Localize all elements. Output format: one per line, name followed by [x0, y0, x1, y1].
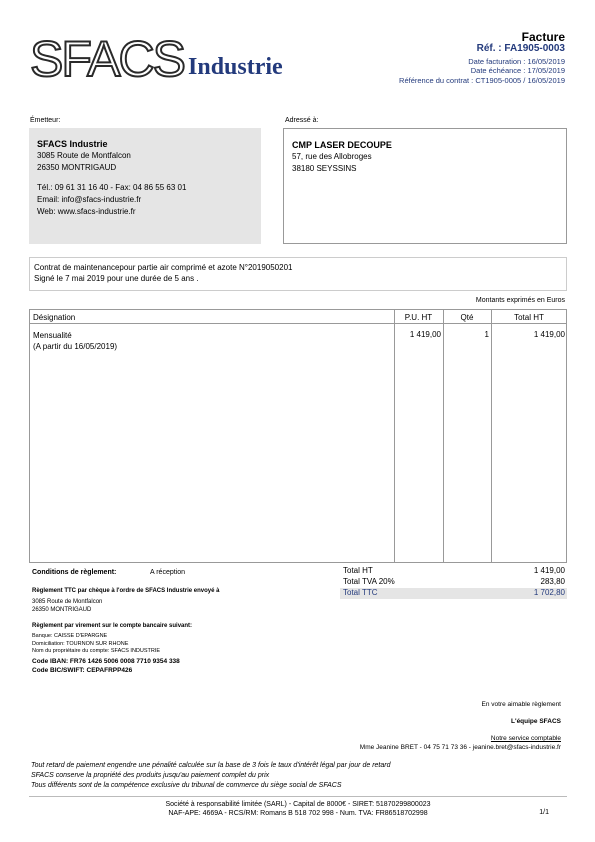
row-total: 1 419,00	[533, 330, 565, 339]
contract-line2: Signé le 7 mai 2019 pour une durée de 5 ans .	[34, 274, 199, 283]
footer-line2: NAF-APE: 4669A - RCS/RM: Romans B 518 702 998 - Num. TVA: FR86518702998	[168, 810, 428, 817]
total-tva-value: 283,80	[540, 577, 565, 586]
total-ttc-value: 1 702,80	[533, 588, 565, 597]
footer-line1: Société à responsabilité limitée (SARL) - Capital de 8000€ - SIRET: 51870299800023	[165, 801, 431, 808]
footer-divider	[29, 796, 567, 797]
total-tva-row	[340, 577, 567, 588]
cheque-address	[32, 599, 102, 614]
legal-notes	[31, 761, 390, 791]
emetteur-phone: Tél.: 09 61 31 16 40 - Fax: 04 86 55 63 01	[37, 183, 187, 192]
cheque-title: Règlement TTC par chèque à l'ordre de SFACS Industrie envoyé à	[32, 588, 220, 594]
destinataire-box	[283, 128, 567, 244]
emetteur-box	[29, 128, 261, 244]
logo-suffix: Industrie	[188, 54, 283, 80]
totals-block	[340, 566, 567, 599]
total-ht-value: 1 419,00	[533, 566, 565, 575]
contract-line1: Contrat de maintenancepour partie air comprimé et azote N°2019050201	[34, 263, 293, 272]
invoice-lines-table	[29, 309, 567, 563]
date-echeance: Date échéance : 17/05/2019	[470, 66, 565, 75]
row-detail: (A partir du 16/05/2019)	[33, 342, 118, 351]
page-number: 1/1	[539, 809, 549, 816]
logo-brand: SFACS	[30, 31, 184, 87]
total-ht-row	[340, 566, 567, 577]
legal-line2: SFACS conserve la propriété des produits jusqu'au paiement complet du prix	[31, 772, 270, 779]
total-tva-label: Total TVA 20%	[343, 577, 395, 586]
emetteur-address1: 3085 Route de Montfalcon	[37, 151, 131, 160]
header-qte: Qté	[460, 313, 474, 322]
contract-note	[29, 257, 567, 291]
emetteur-web: Web: www.sfacs-industrie.fr	[37, 207, 136, 216]
conditions-label: Conditions de règlement:	[32, 569, 117, 576]
row-pu: 1 419,00	[409, 330, 441, 339]
table-row	[33, 330, 117, 352]
currency-note: Montants exprimés en Euros	[475, 297, 565, 304]
emetteur-name: SFACS Industrie	[37, 139, 108, 149]
destinataire-address2: 38180 SEYSSINS	[292, 164, 357, 173]
emetteur-address2: 26350 MONTRIGAUD	[37, 163, 117, 172]
row-qte: 1	[484, 330, 489, 339]
header-designation: Désignation	[33, 313, 76, 322]
header-pu: P.U. HT	[404, 313, 433, 322]
bank-details	[32, 633, 160, 656]
closing-service: Notre service comptable	[490, 735, 561, 742]
bank-owner: Nom du propriétaire du compte: SFACS INDUSTRIE	[32, 648, 161, 654]
closing-salutation: En votre aimable règlement	[481, 701, 561, 708]
cheque-addr2: 26350 MONTRIGAUD	[32, 606, 92, 613]
header-total: Total HT	[514, 313, 544, 322]
emetteur-email: Email: info@sfacs-industrie.fr	[37, 195, 142, 204]
destinataire-address1: 57, rue des Allobroges	[292, 152, 372, 161]
virement-title: Règlement par virement sur le compte bancaire suivant:	[32, 623, 193, 629]
destinataire-name: CMP LASER DECOUPE	[292, 140, 392, 150]
total-ht-label: Total HT	[343, 566, 373, 575]
bank-name: Banque: CAISSE D'EPARGNE	[32, 633, 108, 639]
bank-codes	[32, 657, 180, 675]
closing-contact: Mme Jeanine BRET - 04 75 71 73 36 - jeanine.bret@sfacs-industrie.fr	[359, 744, 561, 751]
contract-reference: Référence du contrat : CT1905-0005 / 16/05/2019	[399, 76, 565, 85]
destinataire-label: Adressé à:	[285, 117, 319, 124]
document-type: Facture	[521, 30, 565, 44]
cheque-addr1: 3085 Route de Montfalcon	[32, 599, 103, 605]
legal-line3: Tous différents sont de la compétence exclusive du tribunal de commerce du siège social de SFACS	[31, 782, 342, 789]
legal-line1: Tout retard de paiement engendre une pénalité calculée sur la base de 3 fois le taux d'intérêt légal par jour de retard	[31, 762, 391, 769]
emetteur-label: Émetteur:	[30, 117, 61, 124]
invoice-reference: Réf. : FA1905-0003	[476, 43, 565, 54]
total-ttc-row	[340, 588, 567, 599]
date-facturation: Date facturation : 16/05/2019	[468, 57, 565, 66]
bank-domiciliation: Domiciliation: TOURNON SUR RHONE	[32, 640, 129, 647]
company-logo	[30, 31, 330, 89]
row-designation: Mensualité	[33, 331, 72, 340]
iban: Code IBAN: FR76 1426 5006 0008 7710 9354 338	[32, 658, 180, 665]
bic: Code BIC/SWIFT: CEPAFRPP426	[32, 667, 133, 674]
total-ttc-label: Total TTC	[343, 588, 378, 597]
conditions-value: A réception	[150, 569, 186, 576]
footer	[29, 800, 567, 818]
closing-team: L'équipe SFACS	[511, 718, 561, 725]
